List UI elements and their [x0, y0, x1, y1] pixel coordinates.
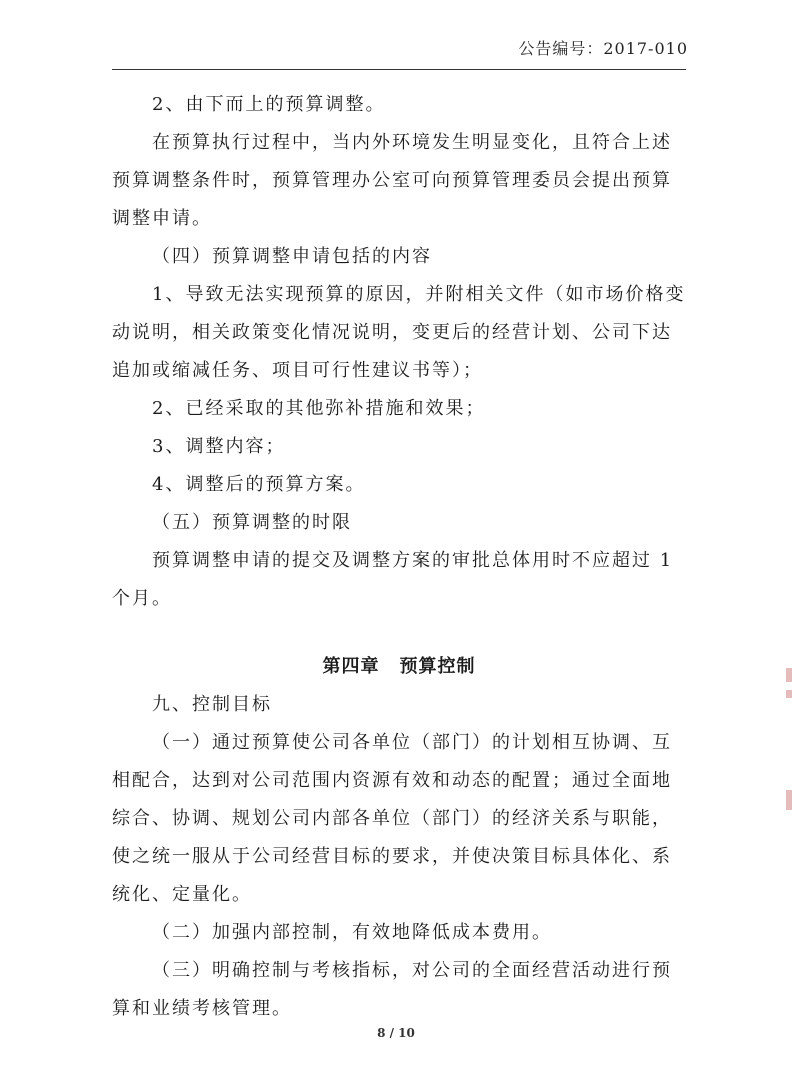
paragraph: 2、已经采取的其他弥补措施和效果； — [152, 398, 486, 419]
scan-edge-mark — [786, 790, 792, 810]
paragraph: （一）通过预算使公司各单位（部门）的计划相互协调、互相配合，达到对公司范围内资源有效和动态的配置；通过全面地综合、协调、规划公司内部各单位（部门）的经济关系与职能，使之统一服从于公司经营目标的要求，并使决策目标具体化、系统化、定量化。 — [112, 732, 672, 905]
page-number: 8 / 10 — [377, 1026, 415, 1040]
chapter-title — [112, 648, 686, 686]
scan-edge-mark — [786, 690, 792, 698]
notice-number: 公告编号：2017-010 — [518, 39, 688, 58]
section-heading: （四）预算调整申请包括的内容 — [152, 246, 432, 267]
paragraph: 4、调整后的预算方案。 — [152, 474, 366, 495]
paragraph: 2、由下而上的预算调整。 — [152, 94, 386, 115]
paragraph: （二）加强内部控制，有效地降低成本费用。 — [152, 922, 552, 943]
paragraph: 1、导致无法实现预算的原因，并附相关文件（如市场价格变动说明，相关政策变化情况说明，变更后的经营计划、公司下达追加或缩减任务、项目可行性建议书等）； — [112, 284, 686, 381]
scan-edge-mark — [786, 668, 792, 682]
header-divider — [112, 69, 686, 70]
document-body — [112, 86, 686, 1028]
section-heading: 九、控制目标 — [152, 694, 272, 715]
section-heading: （五）预算调整的时限 — [152, 512, 352, 533]
chapter-number: 第四章 — [322, 656, 380, 677]
paragraph: 预算调整申请的提交及调整方案的审批总体用时不应超过 1 个月。 — [112, 550, 674, 609]
paragraph: （三）明确控制与考核指标，对公司的全面经营活动进行预算和业绩考核管理。 — [112, 960, 672, 1019]
paragraph: 在预算执行过程中，当内外环境发生明显变化，且符合上述预算调整条件时，预算管理办公室可向预算管理委员会提出预算调整申请。 — [112, 132, 672, 229]
paragraph: 3、调整内容； — [152, 436, 286, 457]
chapter-name: 预算控制 — [399, 656, 476, 677]
